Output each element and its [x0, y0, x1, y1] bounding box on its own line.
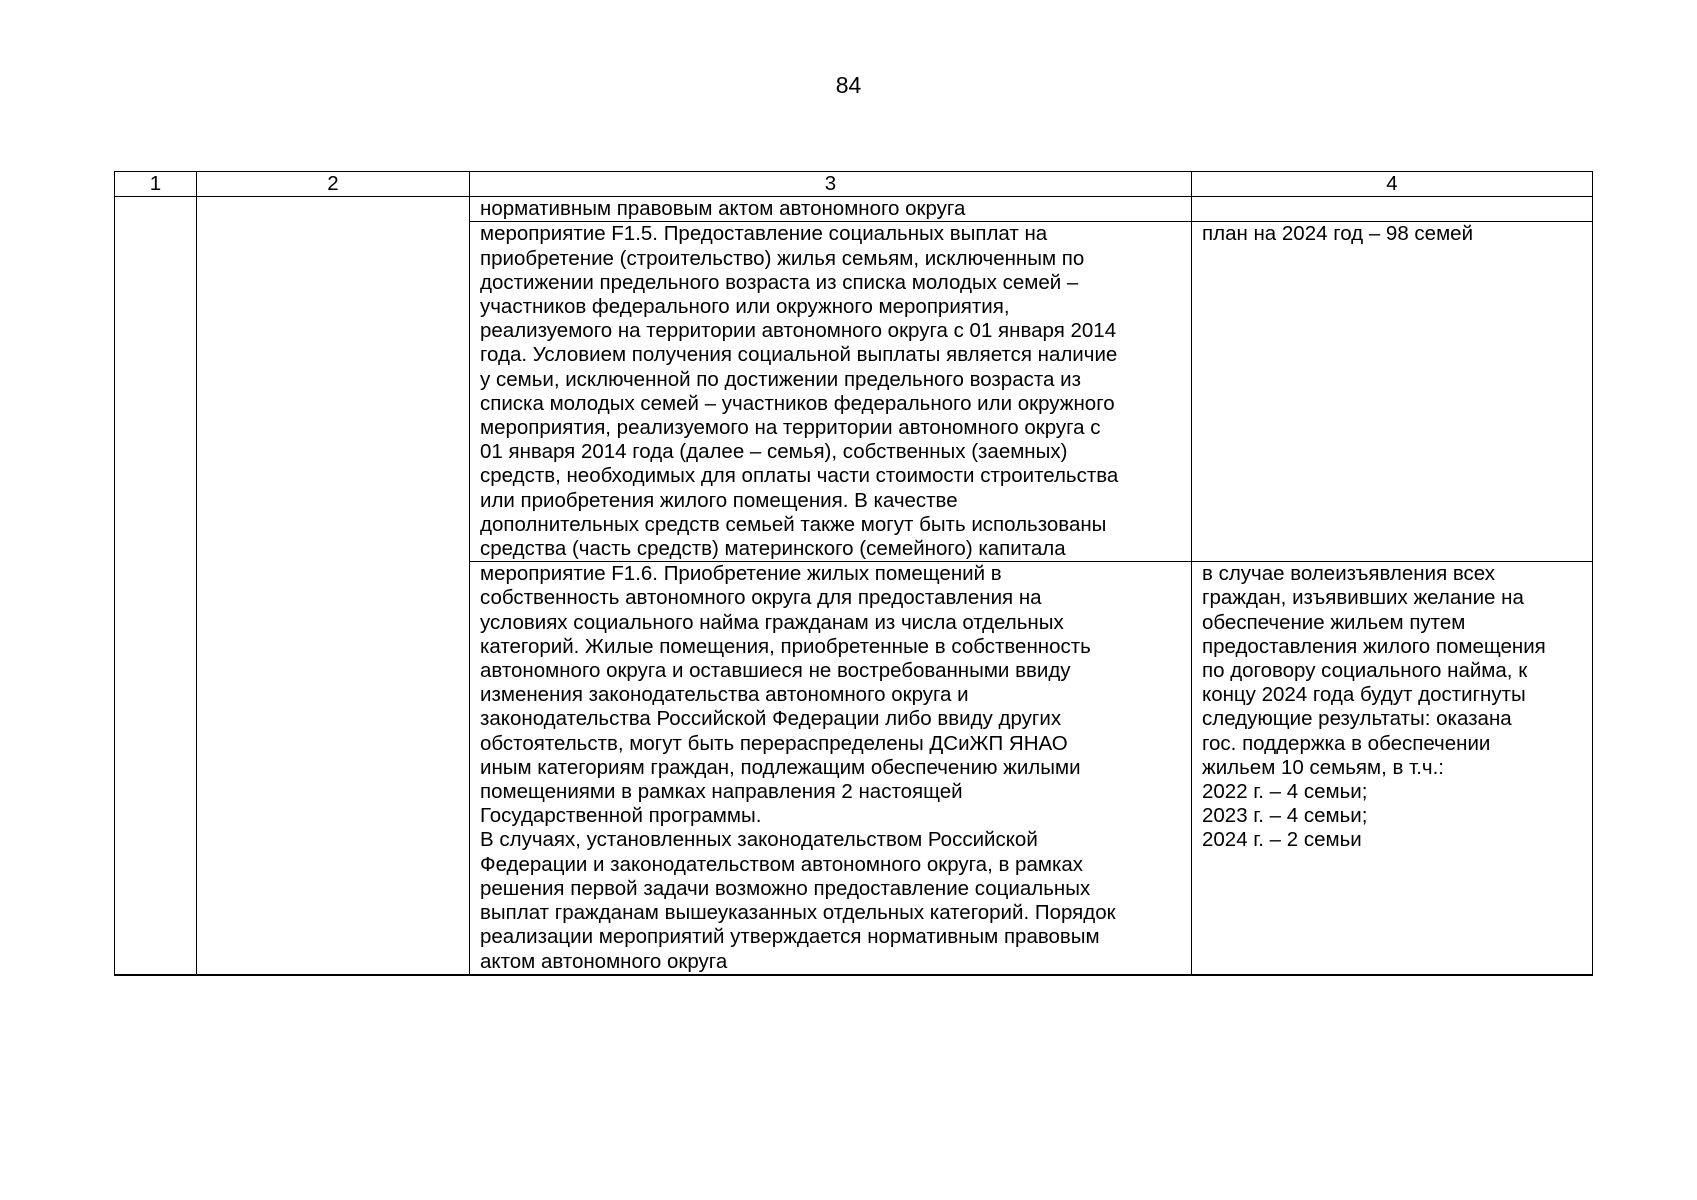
table-row [115, 197, 1593, 222]
page-number: 84 [835, 72, 862, 98]
merged-cell-col1 [115, 197, 197, 975]
measure-description-cell: мероприятие F1.5. Предоставление социальных выплат на приобретение (строительство) жилья семьям, исключенным по достижении предельного возраста из списка молодых семей – участников федерального или окружного мероприятия, реализуемого на территории автономного округа с 01 января 2014 года. Условием получения социальной выплаты является наличие у семьи, исключенной по достижении предельного возраста из списка молодых семей – участников федерального или окружного мероприятия, реализуемого на территории автономного округа с 01 января 2014 года (далее – семья), собственных (заемных) средств, необходимых для оплаты части стоимости строительства или приобретения жилого помещения. В качестве дополнительных средств семьей также могут быть использованы средства (часть средств) материнского (семейного) капитала [470, 222, 1192, 562]
measure-description-cell: мероприятие F1.6. Приобретение жилых помещений в собственность автономного округа для предоставления на условиях социального найма гражданам из числа отдельных категорий. Жилые помещения, приобретенные в собственность автономного округа и оставшиеся не востребованными ввиду изменения законодательства автономного округа и законодательства Российской Федерации либо ввиду других обстоятельств, могут быть перераспределены ДСиЖП ЯНАО иным категориям граждан, подлежащим обеспечению жилыми помещениями в рамках направления 2 настоящей Государственной программы. В случаях, установленных законодательством Российской Федерации и законодательством автономного округа, в рамках решения первой задачи возможно предоставление социальных выплат гражданам вышеуказанных отдельных категорий. Порядок реализации мероприятий утверждается нормативным правовым актом автономного округа [470, 562, 1192, 975]
measure-result-cell [1192, 197, 1593, 222]
measure-result-cell: план на 2024 год – 98 семей [1192, 222, 1593, 562]
merged-cell-col2 [197, 197, 470, 975]
program-measures-table [114, 171, 1593, 976]
table-header-row [115, 172, 1593, 197]
column-header-2: 2 [197, 172, 470, 197]
column-header-1: 1 [115, 172, 197, 197]
column-header-3: 3 [470, 172, 1192, 197]
measure-result-cell: в случае волеизъявления всех граждан, изъявивших желание на обеспечение жильем путем предоставления жилого помещения по договору социального найма, к концу 2024 года будут достигнуты следующие результаты: оказана гос. поддержка в обеспечении жильем 10 семьям, в т.ч.: 2022 г. – 4 семьи; 2023 г. – 4 семьи; 2024 г. – 2 семьи [1192, 562, 1593, 975]
column-header-4: 4 [1192, 172, 1593, 197]
measure-description-cell: нормативным правовым актом автономного округа [470, 197, 1192, 222]
